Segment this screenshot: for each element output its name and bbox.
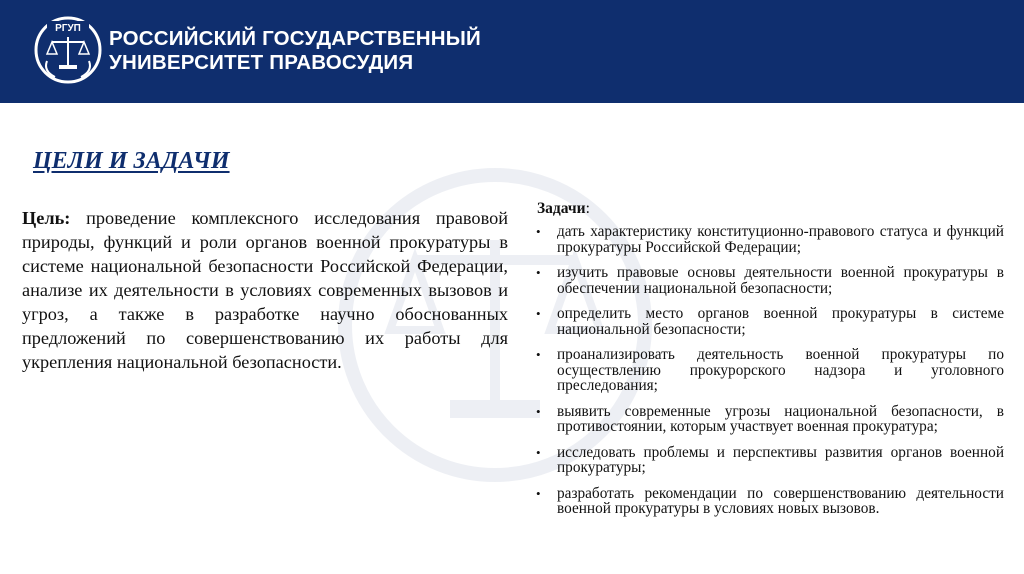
tasks-title — [537, 200, 1004, 218]
bullet-icon: • — [536, 403, 541, 419]
bullet-icon: • — [536, 306, 541, 321]
bullet-icon: • — [536, 347, 541, 362]
university-name-line2: УНИВЕРСИТЕТ ПРАВОСУДИЯ — [109, 51, 414, 74]
bullet-icon: • — [536, 485, 541, 501]
header-bar — [0, 0, 1024, 103]
tasks-list — [534, 224, 1004, 517]
task-text: дать характеристику конституционно-правового статуса и функций прокуратуры Российской Федерации; — [557, 223, 1004, 256]
task-text: определить место органов военной прокуратуры в системе национальной безопасности; — [557, 305, 1004, 338]
task-text: изучить правовые основы деятельности военной прокуратуры в обеспечении национальной безопасности; — [557, 264, 1004, 297]
tasks-colon: : — [585, 200, 590, 217]
logo-caption: РГУП — [55, 23, 81, 34]
task-item — [534, 486, 1004, 517]
task-text: выявить современные угрозы национальной безопасности, в противостоянии, которым участвует военная прокуратура; — [557, 402, 1004, 435]
bullet-icon: • — [536, 224, 541, 239]
task-text: исследовать проблемы и перспективы развития органов военной прокуратуры; — [557, 443, 1004, 476]
task-item — [534, 404, 1004, 435]
university-logo — [33, 15, 103, 85]
task-item — [534, 224, 1004, 255]
task-item — [534, 445, 1004, 476]
bullet-icon: • — [536, 444, 541, 460]
tasks-section — [534, 200, 1004, 527]
university-name — [109, 27, 481, 75]
page-title: ЦЕЛИ И ЗАДАЧИ — [33, 148, 230, 174]
goal-text: проведение комплексного исследования правовой природы, функций и роли органов военной прокуратуры в системе национальной безопасности Российской Федерации, анализе их деятельности в условиях современных вызовов и угроз, а также в разработке научно обоснованных предложений по совершенствованию их работы для укрепления национальной безопасности. — [22, 208, 508, 372]
bullet-icon: • — [536, 265, 541, 280]
task-text: проанализировать деятельность военной прокуратуры по осуществлению прокурорского надзора и уголовного преследования; — [557, 346, 1004, 394]
goal-paragraph — [22, 206, 508, 374]
university-name-line1: РОССИЙСКИЙ ГОСУДАРСТВЕННЫЙ — [109, 27, 481, 50]
task-item — [534, 265, 1004, 296]
task-text: разработать рекомендации по совершенствованию деятельности военной прокуратуры в условиях новых вызовов. — [557, 484, 1004, 517]
task-item — [534, 306, 1004, 337]
tasks-label: Задачи — [537, 200, 586, 217]
goal-label: Цель: — [22, 208, 71, 228]
task-item — [534, 347, 1004, 394]
